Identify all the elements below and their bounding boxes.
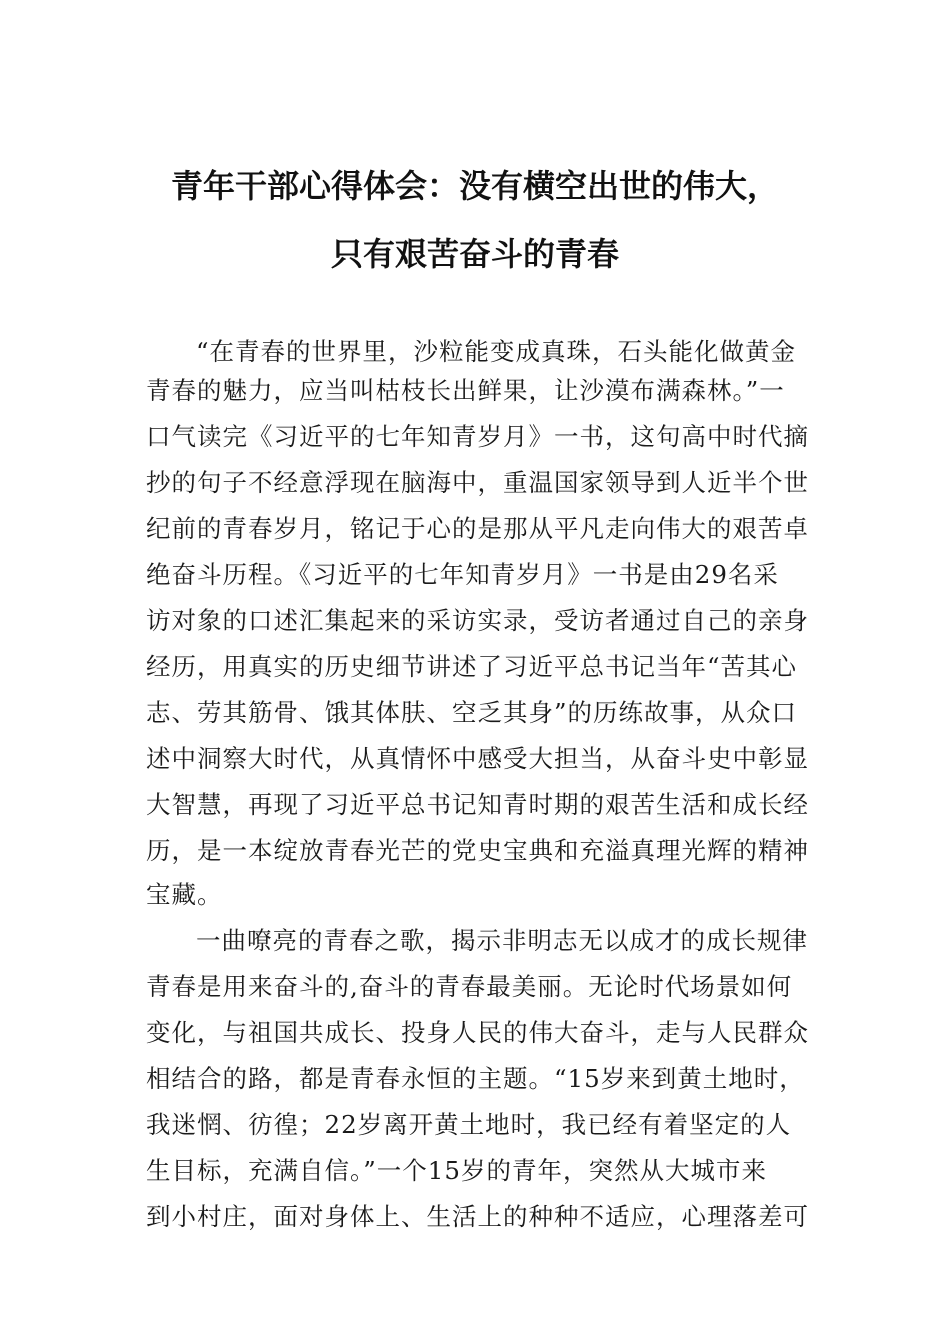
paragraph-line: 到小村庄，面对身体上、生活上的种种不适应，心理落差可: [146, 1202, 809, 1231]
paragraph-line: 纪前的青春岁月，铭记于心的是那从平凡走向伟大的艰苦卓: [146, 514, 809, 543]
paragraph-line: 青春的魅力，应当叫枯枝长出鲜果，让沙漠布满森林。”一: [146, 376, 785, 405]
paragraph-line: 大智慧，再现了习近平总书记知青时期的艰苦生活和成长经: [146, 790, 809, 819]
paragraph-line: 绝奋斗历程。《习近平的七年知青岁月》一书是由29名采: [146, 560, 779, 589]
paragraph-line: 变化，与祖国共成长、投身人民的伟大奋斗，走与人民群众: [146, 1018, 809, 1047]
paragraph-line: 志、劳其筋骨、饿其体肤、空乏其身”的历练故事，从众口: [146, 698, 798, 727]
paragraph-line: 经历，用真实的历史细节讲述了习近平总书记当年“苦其心: [146, 652, 798, 681]
paragraph-line: 一曲嘹亮的青春之歌，揭示非明志无以成才的成长规律: [196, 926, 808, 955]
paragraph-line: 历，是一本绽放青春光芒的党史宝典和充溢真理光辉的精神: [146, 836, 809, 865]
paragraph-line: 我迷惘、彷徨；22岁离开黄土地时，我已经有着坚定的人: [146, 1110, 792, 1139]
paragraph-line: 生目标，充满自信。”一个15岁的青年，突然从大城市来: [146, 1156, 767, 1185]
paragraph-line: 访对象的口述汇集起来的采访实录，受访者通过自己的亲身: [146, 606, 809, 635]
document-title-line-2: 只有艰苦奋斗的青春: [330, 235, 619, 273]
paragraph-line: 相结合的路，都是青春永恒的主题。“15岁来到黄土地时，: [146, 1064, 805, 1093]
document-title-line-1: 青年干部心得体会：没有横空出世的伟大，: [170, 167, 779, 205]
paragraph-line: 青春是用来奋斗的,奋斗的青春最美丽。无论时代场景如何: [146, 972, 793, 1001]
paragraph-line: 述中洞察大时代，从真情怀中感受大担当，从奋斗史中彰显: [146, 744, 809, 773]
paragraph-line: 宝藏。: [146, 880, 223, 909]
paragraph-line: 抄的句子不经意浮现在脑海中，重温国家领导到人近半个世: [146, 468, 809, 497]
paragraph-line: 口气读完《习近平的七年知青岁月》一书，这句高中时代摘: [146, 422, 809, 451]
paragraph-line: “在青春的世界里，沙粒能变成真珠，石头能化做黄金: [196, 337, 797, 366]
